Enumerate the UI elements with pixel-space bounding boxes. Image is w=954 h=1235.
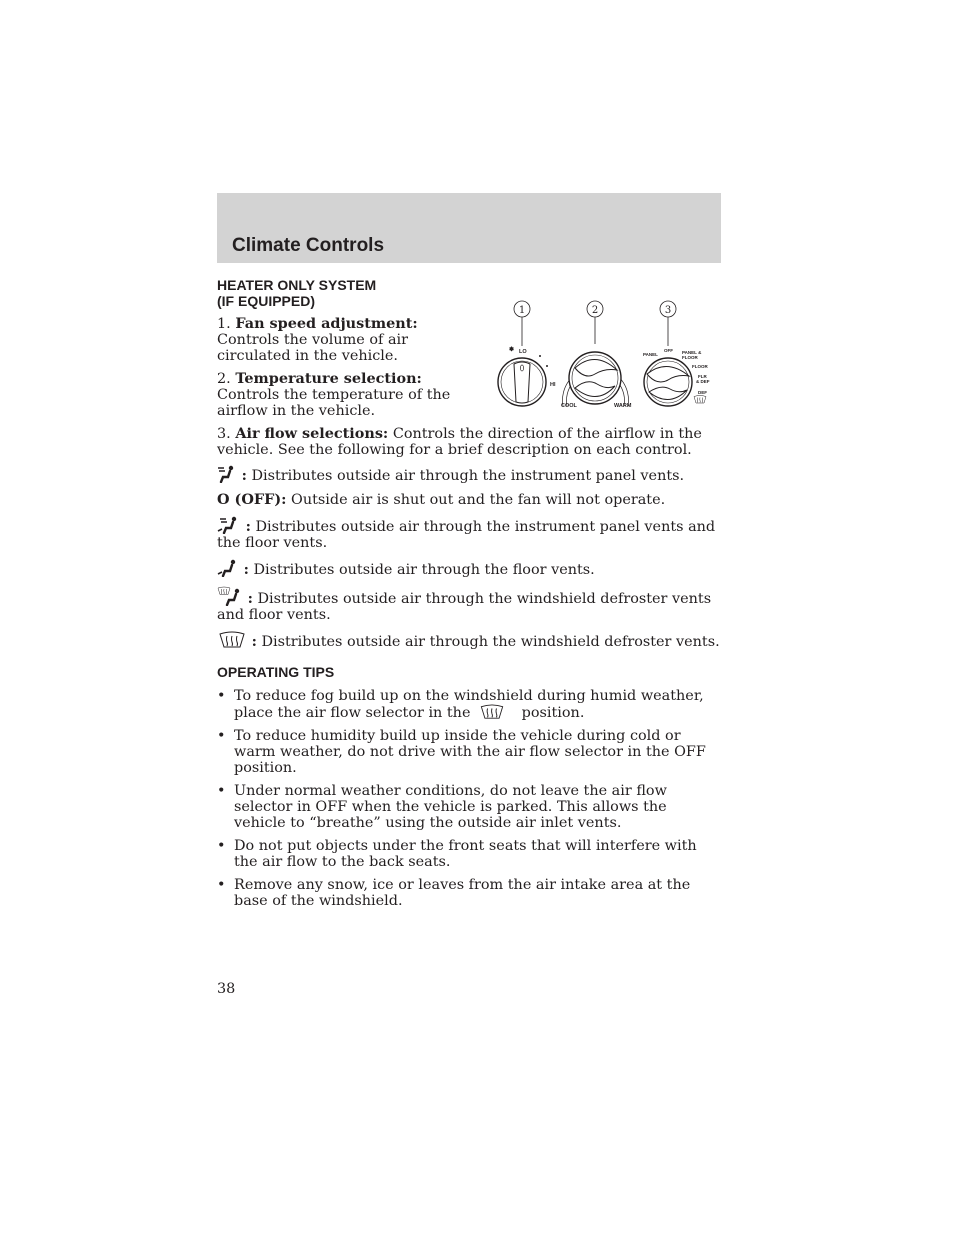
item-text: Controls the temperature of the airflow in the vehicle.	[217, 387, 451, 419]
chapter-header	[217, 193, 721, 263]
page-title: Climate Controls	[232, 235, 385, 256]
tip-text: Under normal weather conditions, do not leave the air flow selector in OFF when the vehicle is parked. This allows the vehicle to “breathe” using the outside air inlet vents.	[234, 783, 667, 831]
tip-text: To reduce fog build up on the windshield during humid weather, place the air flow selector in the	[234, 688, 704, 721]
tip-text: To reduce humidity build up inside the vehicle during cold or warm weather, do not drive with the air flow selector in the OFF position.	[234, 728, 706, 776]
flow-floor-label: FLOOR	[692, 364, 708, 369]
mode-colon: :	[245, 518, 251, 535]
operating-tips-heading: OPERATING TIPS	[217, 664, 335, 680]
defrost-icon	[477, 704, 507, 720]
page-number: 38	[217, 981, 236, 997]
mode-colon: :	[247, 590, 253, 607]
mode-text: Distributes outside air through the windshield defroster vents.	[261, 634, 720, 650]
list-item	[217, 877, 721, 909]
tip-text: Do not put objects under the front seats that will interfere with the air flow to the back seats.	[234, 838, 697, 870]
item-text: Controls the direction of the airflow in the vehicle. See the following for a brief description on each control.	[217, 426, 702, 458]
tip-text: Remove any snow, ice or leaves from the air intake area at the base of the windshield.	[234, 877, 691, 909]
mode-floor	[217, 559, 721, 578]
list-item	[217, 783, 721, 831]
fan-speed-item	[217, 316, 477, 364]
item-text: Controls the volume of air circulated in the vehicle.	[217, 332, 408, 364]
temperature-item	[217, 371, 477, 419]
item-label: Fan speed adjustment:	[235, 315, 418, 332]
mode-text: Distributes outside air through the instrument panel vents.	[251, 468, 685, 484]
flow-panel-label: PANEL	[643, 352, 658, 357]
fan-lo-label: LO	[519, 349, 527, 355]
mode-colon: :	[251, 633, 257, 650]
item-label: Air flow selections:	[235, 425, 389, 442]
floor-vent-icon	[217, 559, 239, 577]
heater-heading-line1: HEATER ONLY SYSTEM	[217, 277, 377, 293]
temp-warm-label: WARM	[614, 403, 632, 409]
tip-text: position.	[521, 705, 585, 721]
mode-text: Outside air is shut out and the fan will not operate.	[291, 492, 666, 508]
item-number: 3.	[217, 426, 231, 442]
operating-tips-list	[217, 688, 721, 909]
list-item	[217, 728, 721, 776]
mode-colon: :	[241, 467, 247, 484]
mode-off	[217, 492, 721, 508]
item-number: 2.	[217, 371, 231, 387]
panel-vent-icon	[217, 465, 237, 483]
fan-icon: ✽	[509, 347, 515, 353]
item-number: 1.	[217, 316, 231, 332]
defrost-icon	[217, 631, 247, 649]
mode-panel	[217, 465, 721, 484]
mode-text: Distributes outside air through the instrument panel vents and the floor vents.	[217, 519, 716, 551]
flow-flr-def-label-1: FLR	[698, 374, 707, 379]
mode-text: Distributes outside air through the floor vents.	[253, 562, 595, 578]
list-item	[217, 838, 721, 870]
mode-defrost	[217, 631, 721, 650]
heater-heading	[217, 277, 477, 309]
heater-heading-line2: (IF EQUIPPED)	[217, 293, 316, 309]
flow-def-label: DEF	[698, 390, 707, 395]
mode-floor-defrost	[217, 586, 721, 623]
mode-colon: :	[243, 561, 249, 578]
flow-panel-floor-label-1: PANEL &	[682, 350, 702, 355]
flow-off-label: OFF	[664, 348, 673, 353]
callout-label: 3	[664, 305, 672, 316]
flow-panel-floor-label-2: FLOOR	[682, 355, 698, 360]
fan-hi-label: HI	[550, 382, 556, 388]
heater-section-intro	[217, 277, 477, 419]
temp-cool-label: COOL	[561, 403, 577, 409]
air-flow-item	[217, 426, 721, 458]
item-label: Temperature selection:	[235, 370, 422, 387]
mode-panel-floor	[217, 516, 721, 551]
mode-text: Distributes outside air through the windshield defroster vents and floor vents.	[217, 591, 712, 623]
mode-off-label: O (OFF):	[217, 491, 287, 508]
callout-label: 1	[518, 305, 526, 316]
callout-label: 2	[591, 305, 599, 316]
floor-defrost-icon	[217, 586, 243, 606]
list-item	[217, 688, 721, 721]
flow-flr-def-label-2: & DEF	[696, 379, 710, 384]
page-content	[217, 277, 721, 916]
panel-floor-vent-icon	[217, 516, 241, 534]
